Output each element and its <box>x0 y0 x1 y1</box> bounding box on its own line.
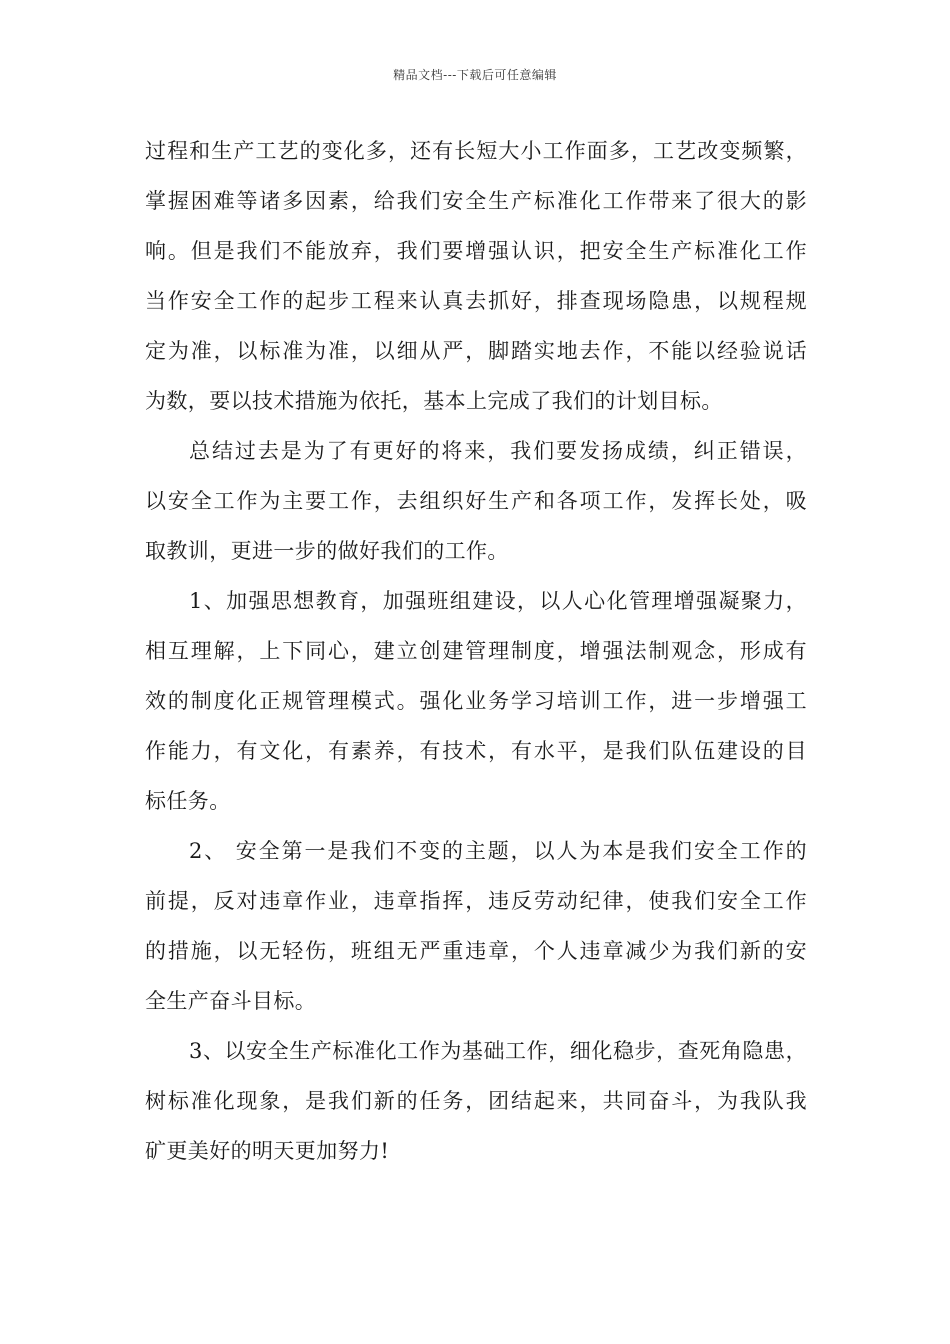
text-line: 的措施，以无轻伤，班组无严重违章，个人违章减少为我们新的安 <box>145 939 807 963</box>
text-line: 全生产奋斗目标。 <box>145 989 317 1013</box>
text-line: 总结过去是为了有更好的将来，我们要发扬成绩，纠正错误， <box>189 439 807 463</box>
text-line: 1、加强思想教育，加强班组建设，以人心化管理增强凝聚力， <box>189 589 807 613</box>
text-line: 以安全工作为主要工作，去组织好生产和各项工作，发挥长处，吸 <box>145 489 807 513</box>
text-line: 标任务。 <box>145 789 231 813</box>
text-line: 2、 安全第一是我们不变的主题，以人为本是我们安全工作的 <box>189 839 807 863</box>
text-line: 3、以安全生产标准化工作为基础工作，细化稳步，查死角隐患， <box>189 1039 807 1063</box>
paragraph <box>145 1026 807 1176</box>
text-line: 矿更美好的明天更加努力! <box>145 1139 390 1163</box>
paragraph <box>145 426 807 576</box>
page-header: 精品文档---下载后可任意编辑 <box>393 68 557 82</box>
text-line: 定为准，以标准为准，以细从严，脚踏实地去作，不能以经验说话 <box>145 339 807 363</box>
text-line: 响。但是我们不能放弃，我们要增强认识，把安全生产标准化工作 <box>145 239 807 263</box>
text-line: 过程和生产工艺的变化多，还有长短大小工作面多，工艺改变频繁， <box>145 139 807 163</box>
text-line: 为数，要以技术措施为依托，基本上完成了我们的计划目标。 <box>145 389 723 413</box>
text-line: 前提，反对违章作业，违章指挥，违反劳动纪律，使我们安全工作 <box>145 889 807 913</box>
text-line: 树标准化现象，是我们新的任务，团结起来，共同奋斗，为我队我 <box>145 1089 807 1113</box>
text-line: 作能力，有文化，有素养，有技术，有水平，是我们队伍建设的目 <box>145 739 807 763</box>
paragraph <box>145 826 807 1026</box>
text-line: 取教训，更进一步的做好我们的工作。 <box>145 539 509 563</box>
text-line: 当作安全工作的起步工程来认真去抓好，排查现场隐患，以规程规 <box>145 289 807 313</box>
text-line: 相互理解，上下同心，建立创建管理制度，增强法制观念，形成有 <box>145 639 807 663</box>
paragraph <box>145 126 807 426</box>
text-line: 效的制度化正规管理模式。强化业务学习培训工作，进一步增强工 <box>145 689 807 713</box>
text-line: 掌握困难等诸多因素，给我们安全生产标准化工作带来了很大的影 <box>145 189 807 213</box>
document-body <box>145 126 807 1176</box>
paragraph <box>145 576 807 826</box>
